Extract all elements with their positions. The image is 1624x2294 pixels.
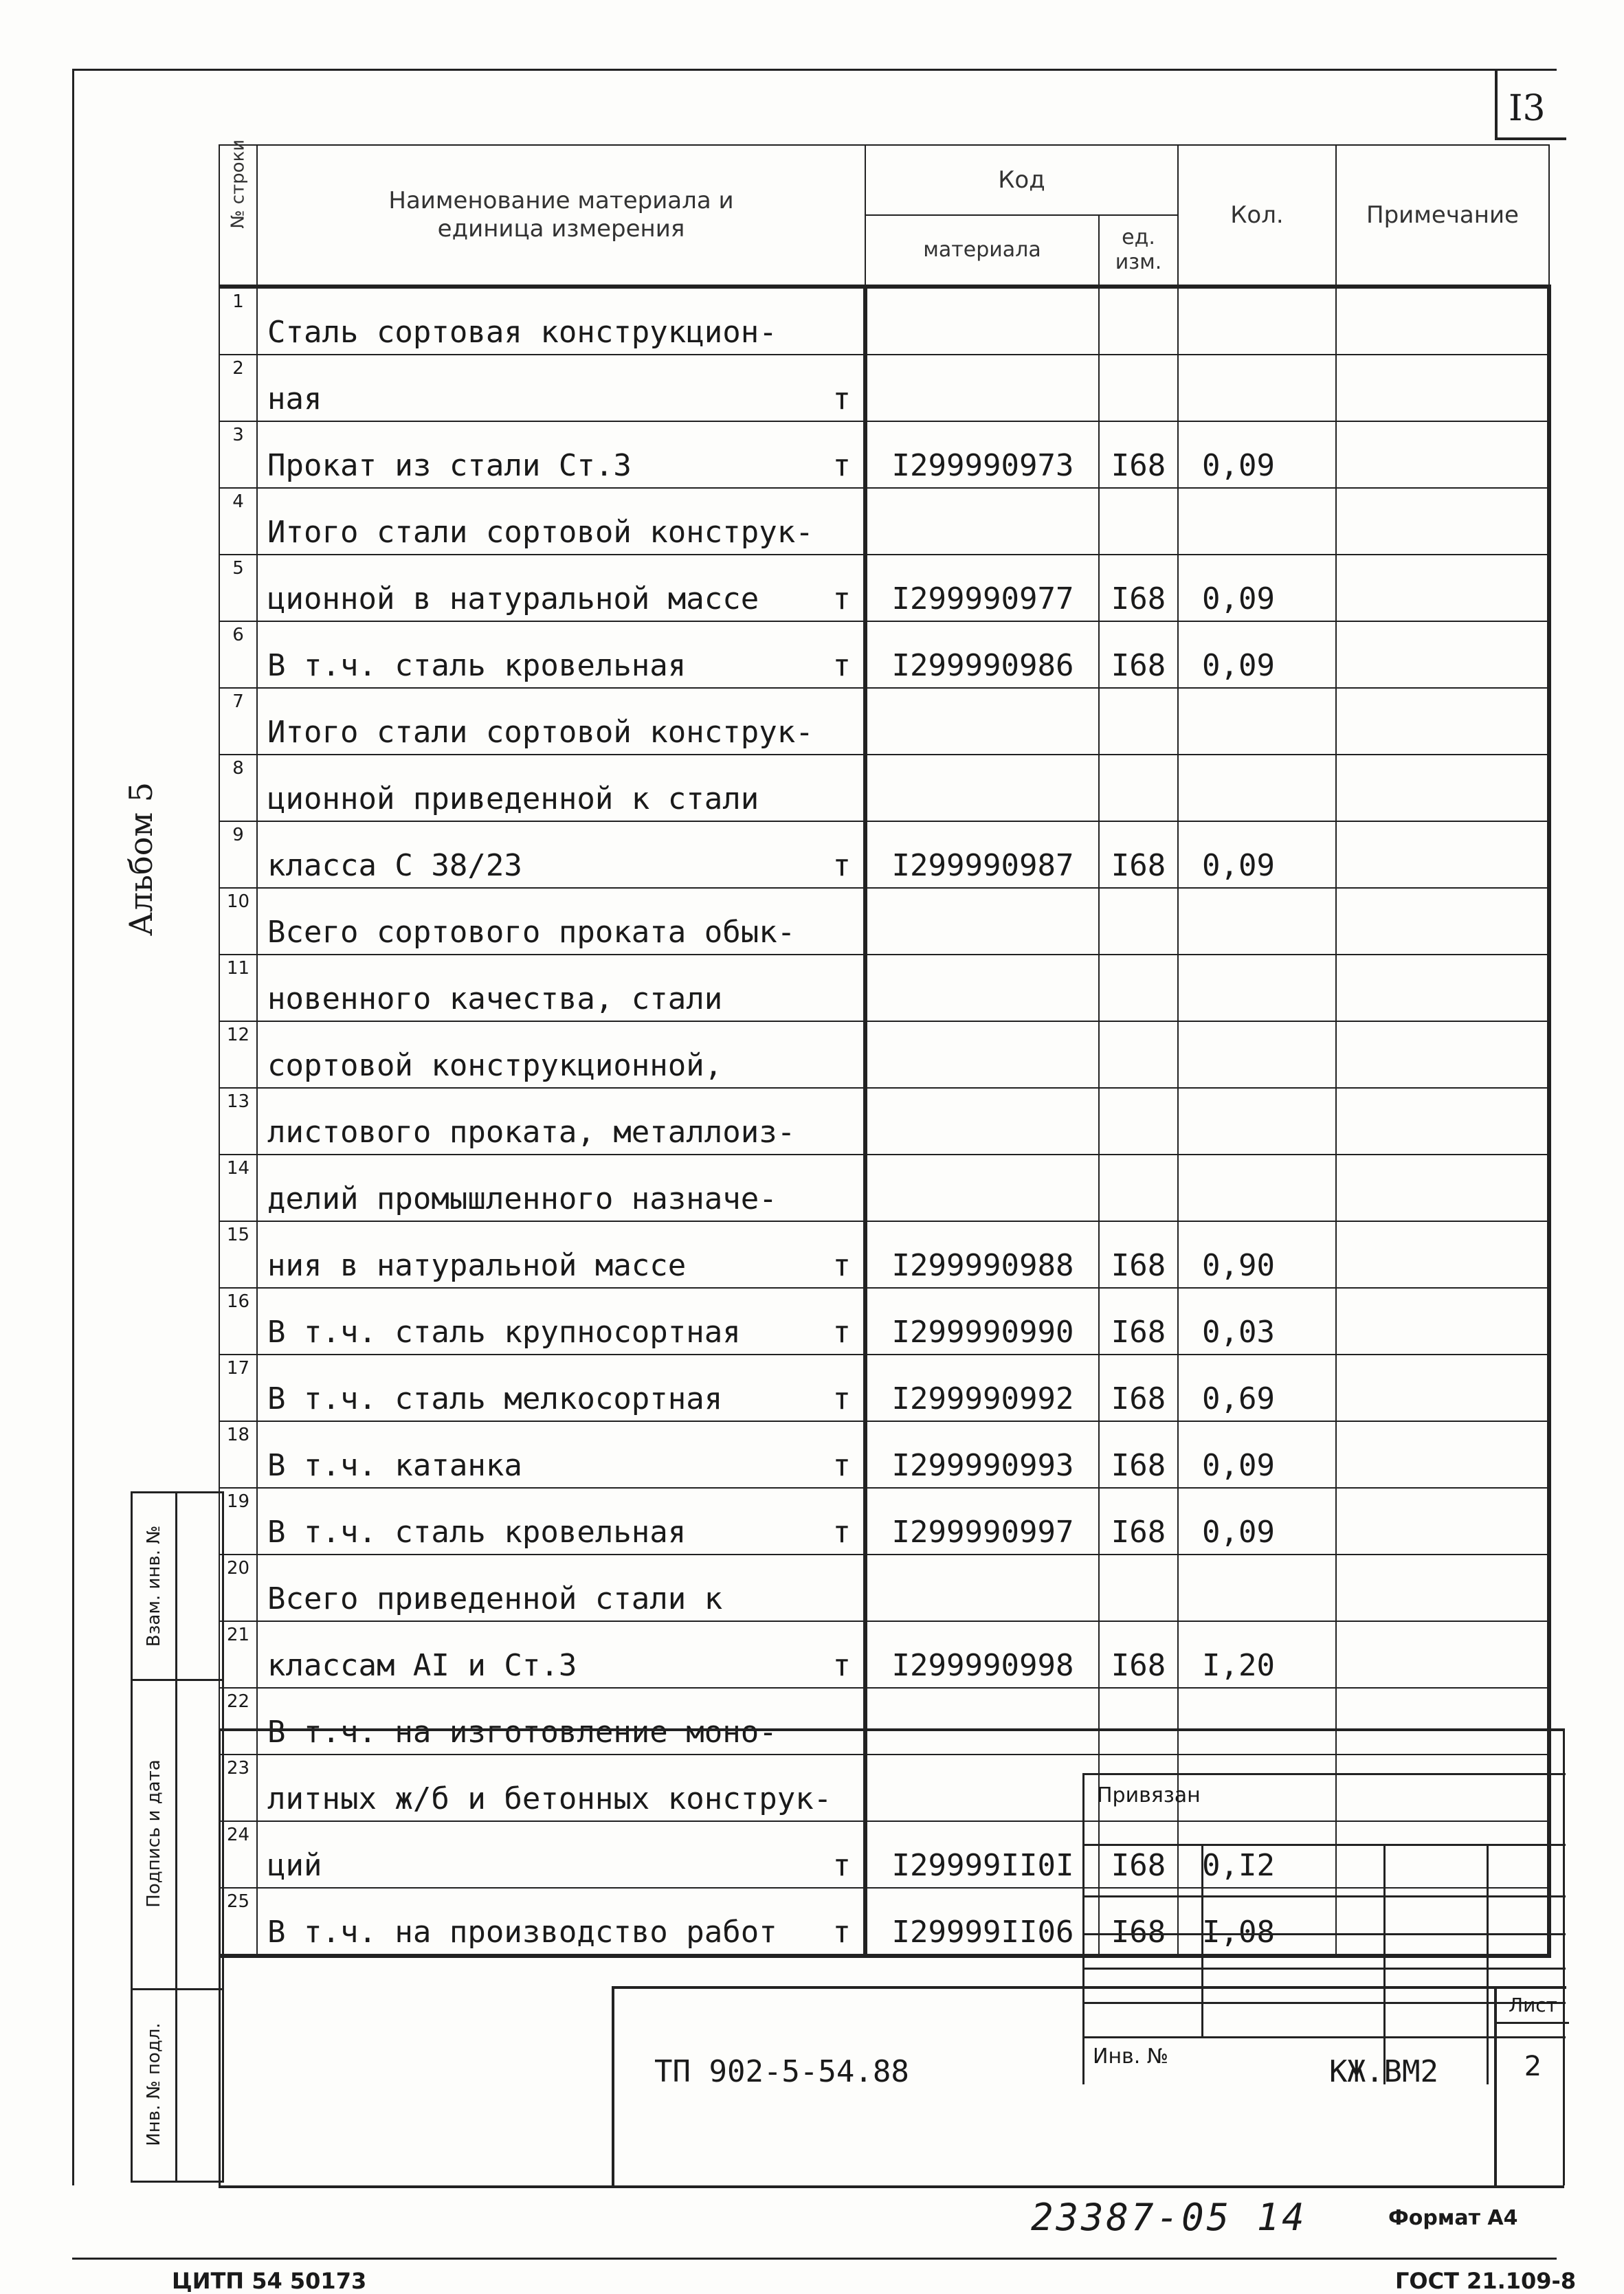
row-note [1336,1488,1549,1555]
row-number: 15 [219,1221,257,1288]
row-number: 20 [219,1555,257,1621]
row-unit-code [1099,1688,1178,1755]
row-name: литных ж/б и бетонных конструк- [257,1755,865,1821]
frame-left-line [72,69,74,2185]
table-row [219,1221,1549,1288]
row-quantity [1178,888,1336,955]
footer-right: ГОСТ 21.109-8 [1395,2268,1577,2294]
row-unit: т [832,1915,851,1950]
row-material-code: I299990973 [865,421,1099,488]
row-quantity: 0,09 [1178,821,1336,888]
row-note [1336,1088,1549,1155]
row-quantity: 0,03 [1178,1288,1336,1355]
title-block-left-line [219,1728,221,2185]
row-quantity: 0,90 [1178,1221,1336,1288]
row-number: 5 [219,555,257,621]
row-number: 10 [219,888,257,955]
row-unit: т [832,1315,851,1350]
header-row-no: № строки [219,145,257,287]
margin-stamp [131,1491,224,2183]
album-label: Альбом 5 [122,781,159,937]
stamp-vzam: Взам. инв. № [133,1493,177,1679]
row-number: 17 [219,1355,257,1421]
row-quantity [1178,355,1336,421]
row-material-code [865,1088,1099,1155]
row-number: 23 [219,1755,257,1821]
row-material-code [865,755,1099,821]
row-note [1336,1021,1549,1088]
row-unit-code: I68 [1099,555,1178,621]
archive-number: 23387-05 14 [1031,2196,1307,2239]
row-quantity: 0,09 [1178,555,1336,621]
row-note [1336,888,1549,955]
row-material-code: I299990990 [865,1288,1099,1355]
row-unit-code: I68 [1099,1355,1178,1421]
row-material-code: I29999II0I [865,1821,1099,1888]
row-name: В т.ч. сталь кровельная т [257,1488,865,1555]
row-quantity [1178,955,1336,1021]
row-quantity: 0,09 [1178,1488,1336,1555]
row-unit: т [832,1648,851,1683]
row-unit-code [1099,888,1178,955]
row-unit-code [1099,1155,1178,1221]
row-unit-code [1099,355,1178,421]
row-name: Итого стали сортовой конструк- [257,488,865,555]
row-quantity: I,20 [1178,1621,1336,1688]
row-name: Итого стали сортовой конструк- [257,688,865,755]
row-note [1336,1421,1549,1488]
row-name: ций т [257,1821,865,1888]
row-material-code [865,1755,1099,1821]
row-number: 8 [219,755,257,821]
table-row [219,287,1549,355]
table-row [219,621,1549,688]
row-name: В т.ч. сталь кровельная т [257,621,865,688]
header-material: материала [865,215,1099,287]
row-number: 22 [219,1688,257,1755]
row-name: класса С 38/23 т [257,821,865,888]
row-quantity: 0,09 [1178,621,1336,688]
inv-no-label: Инв. № [1093,2045,1169,2069]
row-material-code [865,688,1099,755]
row-name: В т.ч. сталь мелкосортная т [257,1355,865,1421]
privyazan-label: Привязан [1097,1783,1201,1807]
row-number: 19 [219,1488,257,1555]
header-code: Код [865,145,1178,215]
row-name: В т.ч. катанка т [257,1421,865,1488]
row-quantity [1178,1688,1336,1755]
row-number: 7 [219,688,257,755]
header-name: Наименование материала и единица измерения [257,145,865,287]
sheet-box [1494,1989,1569,2188]
row-note [1336,555,1549,621]
table-row [219,821,1549,888]
row-material-code: I299990988 [865,1221,1099,1288]
row-material-code: I299990986 [865,621,1099,688]
row-material-code: I299990997 [865,1488,1099,1555]
row-unit-code: I68 [1099,1421,1178,1488]
format-label: Формат А4 [1388,2206,1518,2230]
doc-code: ТП 902-5-54.88 [654,2054,909,2089]
row-unit: т [832,1448,851,1483]
table-row [219,1421,1549,1488]
row-unit-code [1099,287,1178,355]
footer-left: ЦИТП 54 50173 [172,2268,367,2294]
row-unit-code [1099,955,1178,1021]
table-row [219,1488,1549,1555]
footer-line [72,2258,1557,2260]
row-note [1336,488,1549,555]
sheet-number: 2 [1524,2051,1542,2082]
row-note [1336,1555,1549,1621]
row-name: делий промышленного назначе- [257,1155,865,1221]
header-unit: ед. изм. [1099,215,1178,287]
row-note [1336,821,1549,888]
stamp-inv-podl: Инв. № подл. [133,1988,177,2181]
table-row [219,1088,1549,1155]
row-unit: т [832,648,851,683]
row-material-code: I299990998 [865,1621,1099,1688]
row-unit-code: I68 [1099,1488,1178,1555]
table-row [219,355,1549,421]
row-number: 18 [219,1421,257,1488]
row-name: сортовой конструкционной, [257,1021,865,1088]
table-row [219,1021,1549,1088]
row-quantity [1178,287,1336,355]
row-number: 24 [219,1821,257,1888]
row-number: 4 [219,488,257,555]
row-note [1336,1221,1549,1288]
row-unit-code: I68 [1099,1621,1178,1688]
row-quantity: 0,I2 [1178,1821,1336,1888]
row-note [1336,1621,1549,1688]
row-material-code: I299990977 [865,555,1099,621]
row-unit-code: I68 [1099,1288,1178,1355]
row-unit: т [832,848,851,883]
row-material-code [865,1688,1099,1755]
row-unit-code [1099,1021,1178,1088]
row-number: 14 [219,1155,257,1221]
frame-top-line [72,69,1557,71]
row-material-code [865,1555,1099,1621]
row-number: 25 [219,1888,257,1956]
row-note [1336,355,1549,421]
row-number: 6 [219,621,257,688]
row-unit: т [832,381,851,416]
row-number: 16 [219,1288,257,1355]
row-note [1336,1155,1549,1221]
row-unit-code [1099,1555,1178,1621]
row-unit-code: I68 [1099,1821,1178,1888]
row-number: 13 [219,1088,257,1155]
row-number: 11 [219,955,257,1021]
title-block-top-line [219,1728,1564,1731]
table-row [219,555,1549,621]
page-number: I3 [1509,88,1546,129]
row-name: ния в натуральной массе т [257,1221,865,1288]
row-name: ционной в натуральной массе т [257,555,865,621]
row-unit: т [832,581,851,616]
row-note [1336,287,1549,355]
row-note [1336,955,1549,1021]
header-qty: Кол. [1178,145,1336,287]
table-row [219,1555,1549,1621]
row-unit-code: I68 [1099,1221,1178,1288]
row-name: классам АI и Ст.3 т [257,1621,865,1688]
row-quantity [1178,688,1336,755]
row-unit-code: I68 [1099,621,1178,688]
table-row [219,955,1549,1021]
row-material-code [865,287,1099,355]
row-quantity: I,08 [1178,1888,1336,1956]
row-note [1336,621,1549,688]
row-name: Прокат из стали Ст.3 т [257,421,865,488]
row-quantity: 0,09 [1178,421,1336,488]
materials-table [219,140,1551,1958]
row-note [1336,688,1549,755]
row-material-code [865,355,1099,421]
row-material-code: I299990987 [865,821,1099,888]
row-unit-code [1099,755,1178,821]
row-note [1336,1688,1549,1755]
row-quantity [1178,1088,1336,1155]
row-number: 12 [219,1021,257,1088]
row-name: В т.ч. на производство работ т [257,1888,865,1956]
table-row [219,1355,1549,1421]
row-material-code [865,488,1099,555]
row-material-code [865,888,1099,955]
row-material-code [865,955,1099,1021]
row-name: В т.ч. сталь крупносортная т [257,1288,865,1355]
doc-mark: КЖ.ВМ2 [1329,2054,1438,2089]
row-unit-code: I68 [1099,1888,1178,1956]
row-quantity [1178,755,1336,821]
header-note: Примечание [1336,145,1549,287]
row-name: В т.ч. на изготовление моно- [257,1688,865,1755]
table-row [219,888,1549,955]
row-name: Всего приведенной стали к [257,1555,865,1621]
row-material-code [865,1155,1099,1221]
row-number: 9 [219,821,257,888]
row-material-code: I299990993 [865,1421,1099,1488]
row-name: Сталь сортовая конструкцион- [257,287,865,355]
table-row [219,755,1549,821]
table-row [219,1621,1549,1688]
row-unit-code [1099,488,1178,555]
row-quantity [1178,1555,1336,1621]
table-row [219,488,1549,555]
row-name: листового проката, металлоиз- [257,1088,865,1155]
row-quantity [1178,488,1336,555]
row-material-code [865,1021,1099,1088]
row-unit: т [832,448,851,483]
row-unit: т [832,1248,851,1283]
sheet-label: Лист [1497,1989,1569,2024]
row-note [1336,755,1549,821]
row-unit: т [832,1515,851,1550]
row-number: 1 [219,287,257,355]
row-number: 2 [219,355,257,421]
row-number: 21 [219,1621,257,1688]
row-unit: т [832,1381,851,1416]
row-note [1336,1355,1549,1421]
row-unit-code: I68 [1099,821,1178,888]
row-unit: т [832,1848,851,1883]
row-note [1336,421,1549,488]
row-name: новенного качества, стали [257,955,865,1021]
table-row [219,688,1549,755]
row-quantity [1178,1021,1336,1088]
row-material-code: I299990992 [865,1355,1099,1421]
table-row [219,421,1549,488]
table-row [219,1688,1549,1755]
row-name: ционной приведенной к стали [257,755,865,821]
row-material-code: I29999II06 [865,1888,1099,1956]
table-row [219,1155,1549,1221]
row-quantity: 0,69 [1178,1355,1336,1421]
row-unit-code [1099,1088,1178,1155]
row-quantity: 0,09 [1178,1421,1336,1488]
stamp-podpis: Подпись и дата [133,1679,177,1988]
title-block [612,1986,1566,2188]
row-unit-code [1099,688,1178,755]
row-number: 3 [219,421,257,488]
table-row [219,1288,1549,1355]
row-name: Всего сортового проката обык- [257,888,865,955]
row-note [1336,1288,1549,1355]
row-name: ная т [257,355,865,421]
row-quantity [1178,1155,1336,1221]
row-unit-code: I68 [1099,421,1178,488]
